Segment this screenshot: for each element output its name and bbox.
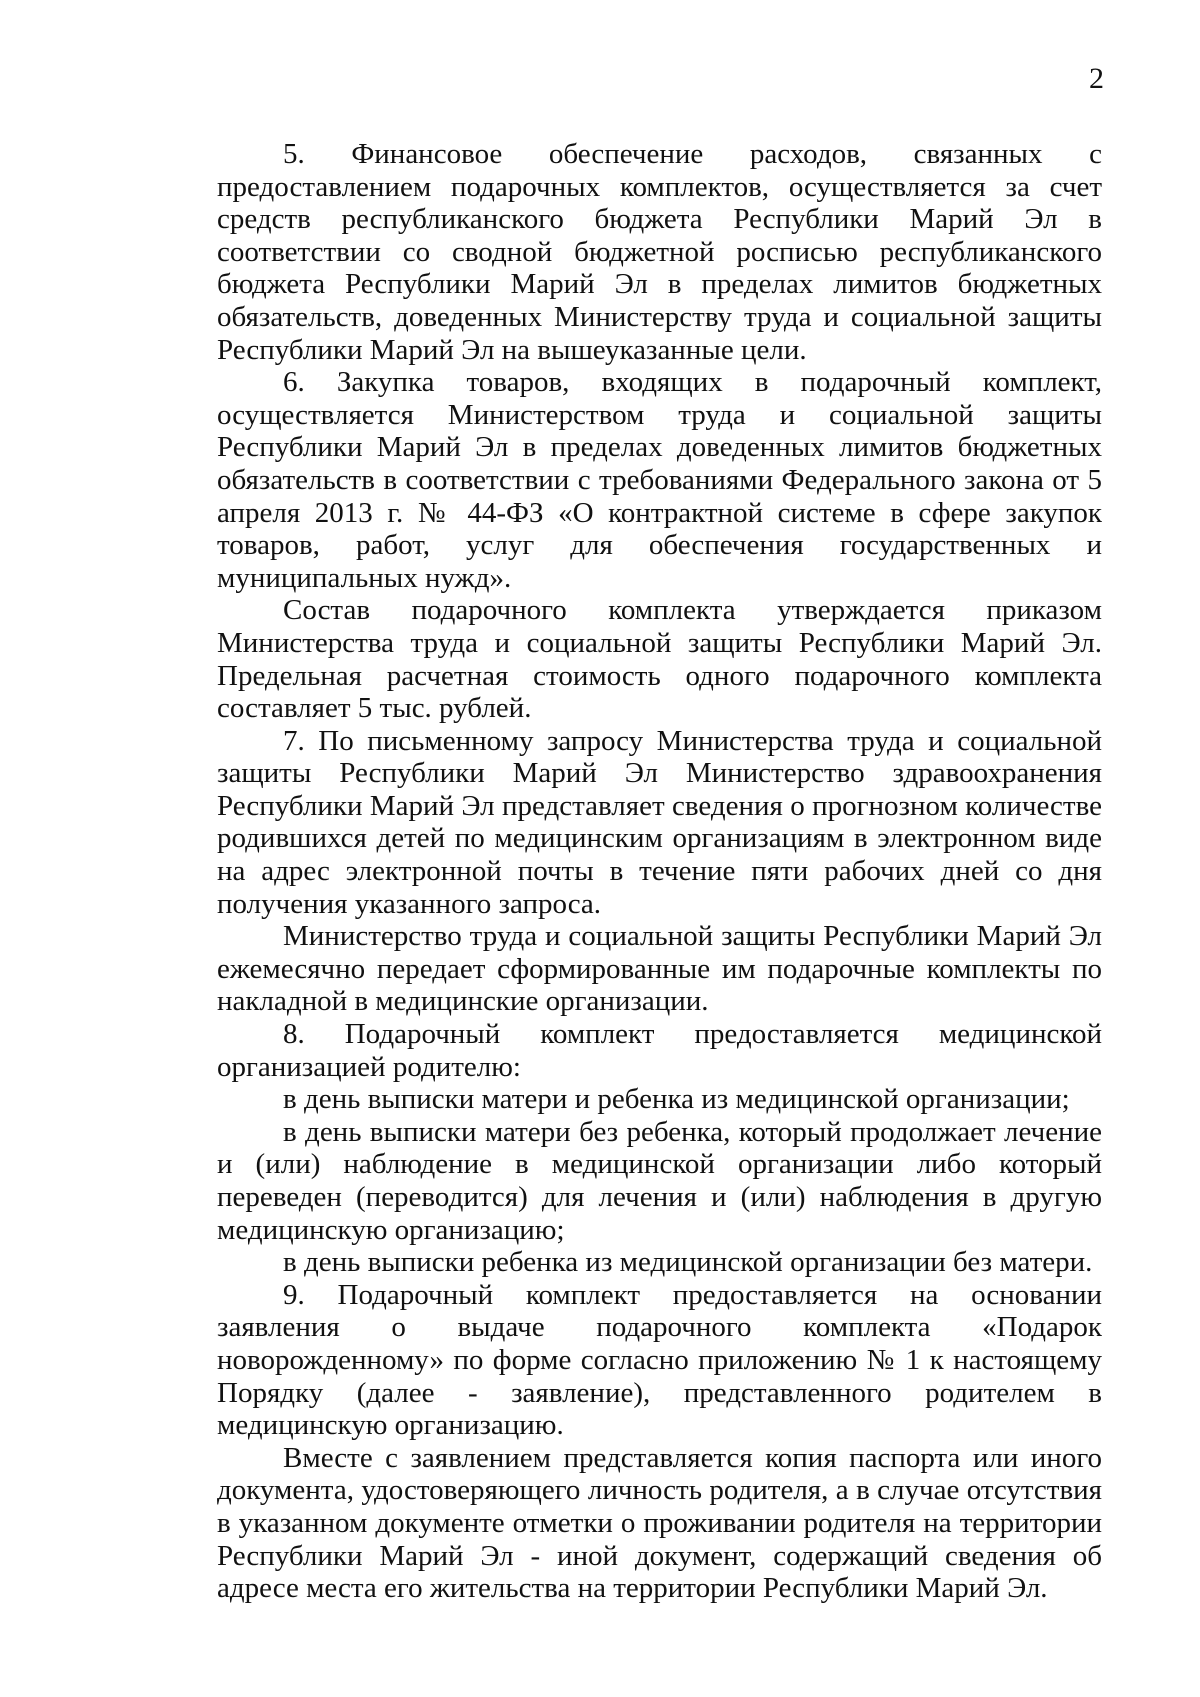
paragraph-6-procurement: 6. Закупка товаров, входящих в подарочный комплект, осуществляется Министерством труда и социальной защиты Республики Марий Эл в пределах доведенных лимитов бюджетных обязательств в соответствии с требованиями Федерального закона от 5 апреля 2013 г. № 44-ФЗ «О контрактной системе в сфере закупок товаров, работ, услуг для обеспечения государственных и муниципальных нужд». [217, 366, 1102, 594]
list-item-discharge-mother-only: в день выписки матери без ребенка, который продолжает лечение и (или) наблюдение в медицинской организации либо который переведен (переводится) для лечения и (или) наблюдения в другую медицинскую организацию; [217, 1115, 1102, 1246]
list-item-discharge-child-only: в день выписки ребенка из медицинской организации без матери. [283, 1246, 1093, 1279]
page-number: 2 [1089, 62, 1104, 95]
paragraph-8-provision: 8. Подарочный комплект предоставляется медицинской организацией родителю: [217, 1018, 1102, 1083]
paragraph-monthly-transfer: Министерство труда и социальной защиты Республики Марий Эл ежемесячно передает сформированные им подарочные комплекты по накладной в медицинские организации. [217, 920, 1102, 1018]
paragraph-kit-composition: Состав подарочного комплекта утверждается приказом Министерства труда и социальной защиты Республики Марий Эл. Предельная расчетная стоимость одного подарочного комплекта составляет 5 тыс. рублей. [217, 594, 1102, 725]
document-body [217, 138, 1102, 1605]
paragraph-9-application: 9. Подарочный комплект предоставляется на основании заявления о выдаче подарочного комплекта «Подарок новорожденному» по форме согласно приложению № 1 к настоящему Порядку (далее - заявление), представленного родителем в медицинскую организацию. [217, 1278, 1102, 1442]
paragraph-documents: Вместе с заявлением представляется копия паспорта или иного документа, удостоверяющего личность родителя, а в случае отсутствия в указанном документе отметки о проживании родителя на территории Республики Марий Эл - иной документ, содержащий сведения об адресе места его жительства на территории Республики Марий Эл. [217, 1441, 1102, 1605]
list-item-discharge-mother-child: в день выписки матери и ребенка из медицинской организации; [283, 1083, 1070, 1116]
paragraph-7-request: 7. По письменному запросу Министерства труда и социальной защиты Республики Марий Эл Министерство здравоохранения Республики Марий Эл представляет сведения о прогнозном количестве родившихся детей по медицинским организациям в электронном виде на адрес электронной почты в течение пяти рабочих дней со дня получения указанного запроса. [217, 724, 1102, 920]
paragraph-5-financing: 5. Финансовое обеспечение расходов, связанных с предоставлением подарочных комплектов, осуществляется за счет средств республиканского бюджета Республики Марий Эл в соответствии со сводной бюджетной росписью республиканского бюджета Республики Марий Эл в пределах лимитов бюджетных обязательств, доведенных Министерству труда и социальной защиты Республики Марий Эл на вышеуказанные цели. [217, 138, 1102, 366]
